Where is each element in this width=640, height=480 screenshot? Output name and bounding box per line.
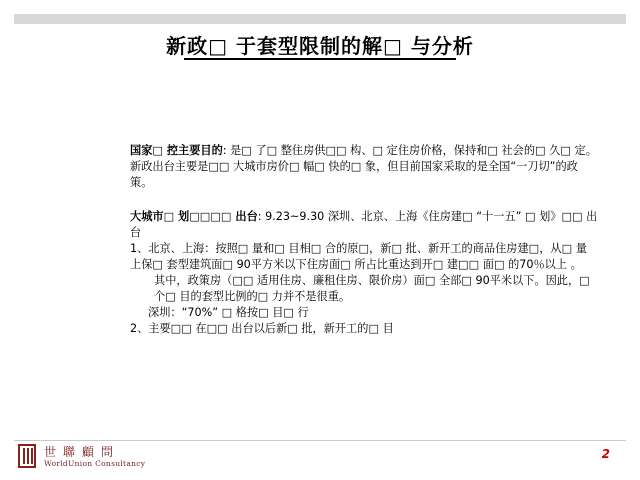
slide-title: 新政□ 于套型限制的解□ 与分析	[166, 34, 474, 58]
company-name-en: WorldUnion Consultancy	[44, 459, 146, 468]
footer-divider	[14, 440, 626, 441]
paragraph-policy-purpose	[130, 143, 598, 191]
page-number: 2	[601, 447, 610, 461]
paragraph-shenzhen: 深圳：“70%” □ 格按□ 目□ 行	[148, 306, 309, 319]
paragraph-city-plans	[130, 209, 598, 241]
policy-purpose-label: 国家□ 控主要目的	[130, 144, 223, 157]
paragraph-approval-scope: 2、主要□□ 在□□ 出台以后新□ 批，新开工的□ 目	[130, 322, 394, 335]
top-decor-bar	[14, 14, 626, 24]
company-name-cn: 世聯顧問	[44, 445, 121, 459]
city-plans-text: : 9.23~9.30 深圳、北京、上海《住房建□ “十一五” □ 划》□□ 出台	[130, 210, 598, 239]
policy-purpose-text: : 是□ 了□ 整住房供□□ 构、□ 定住房价格，保持和□ 社会的□ 久□ 定。新政出台主要是□□ 大城市房价□ 幅□ 快的□ 象，但目前国家采取的是全国“一刀切”的政策。	[130, 144, 597, 189]
paragraph-beijing-shanghai: 1、北京、上海：按照□ 量和□ 目相□ 合的原□，新□ 批、新开工的商品住房建□，从□ 量上保□ 套型建筑面□ 90平方米以下住房面□ 所占比重达到开□ 建□□ 面□ 的70％以上 。	[130, 242, 587, 271]
paragraph-policy-housing: 其中，政策房（□□ 适用住房、廉租住房、限价房）面□ 全部□ 90平米以下。因此，□ 个□ 目的套型比例的□ 力并不是很重。	[154, 274, 590, 303]
city-plans-label: 大城市□ 划□□□□ 出台	[130, 210, 258, 223]
title-underline	[184, 58, 456, 60]
company-logo-icon	[18, 444, 36, 468]
slide-body	[130, 143, 598, 337]
spacer	[130, 191, 598, 209]
